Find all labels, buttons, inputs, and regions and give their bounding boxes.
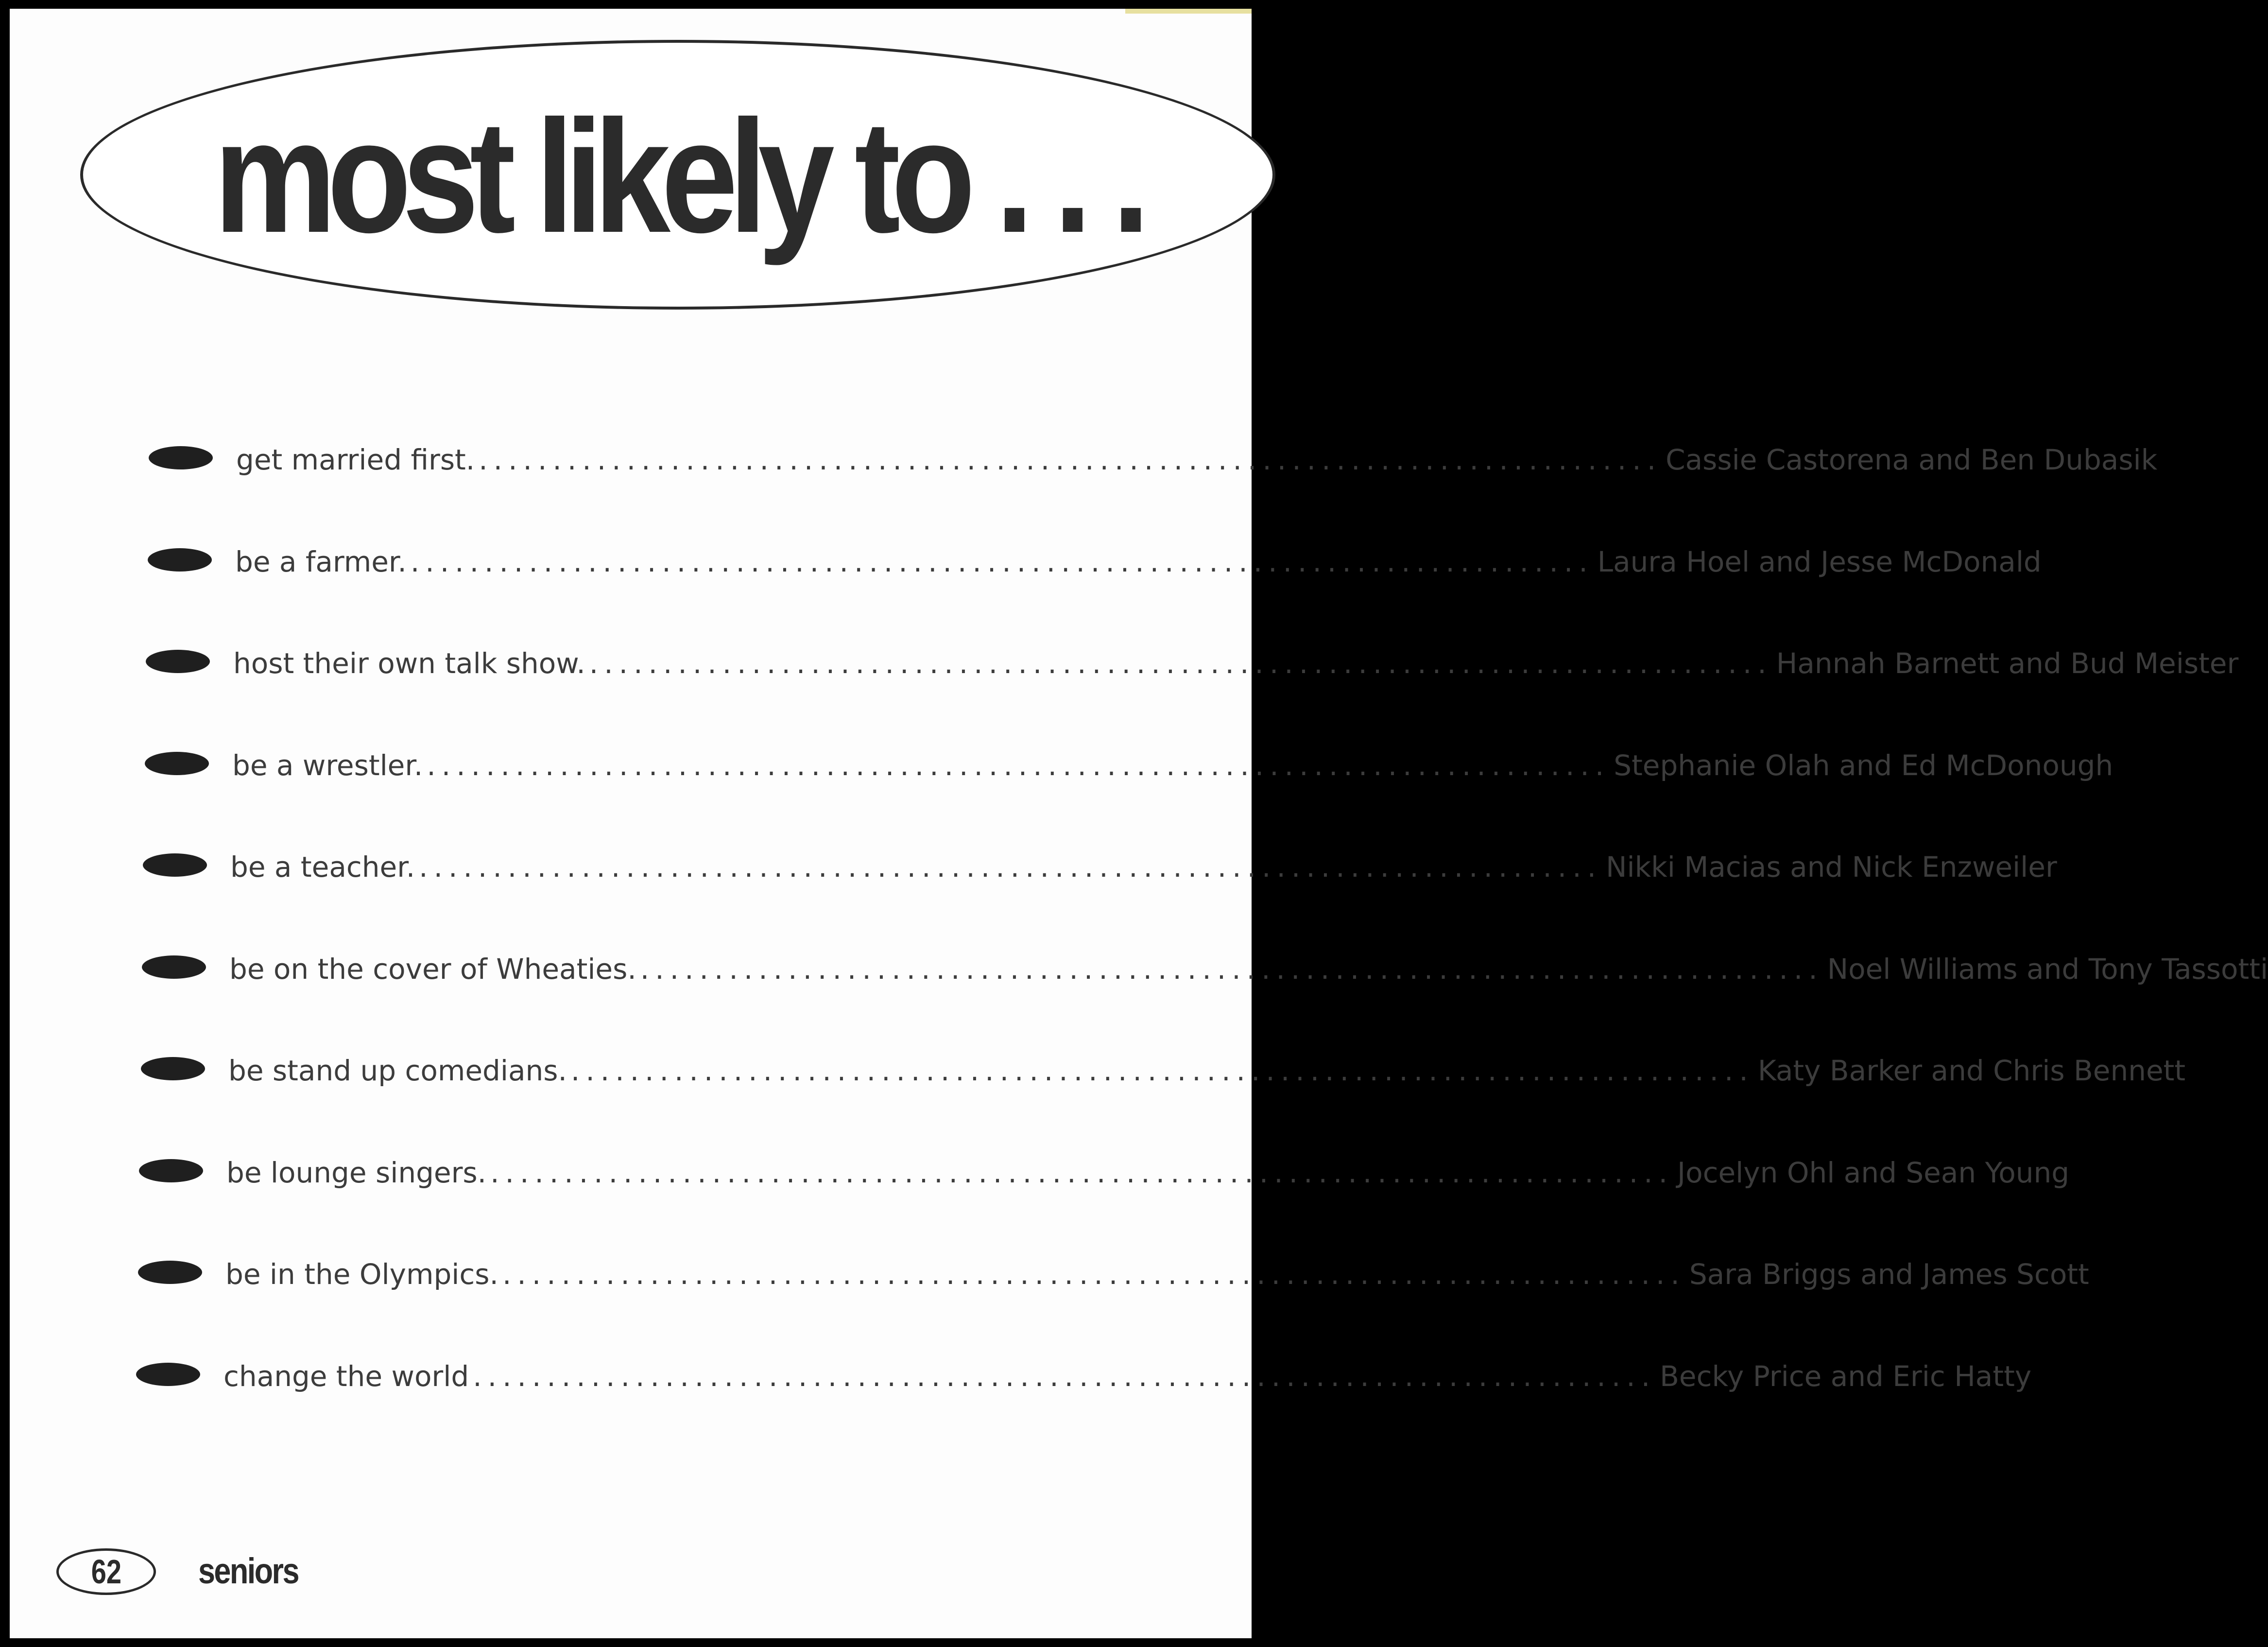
list-item-text xyxy=(230,843,2057,891)
bullet-icon xyxy=(143,853,207,877)
bullet-icon xyxy=(138,1261,202,1284)
activity-label: be on the cover of Wheaties. xyxy=(229,953,636,986)
nominee-names: Sara Briggs and James Scott xyxy=(1689,1258,2089,1291)
dot-leader: ................................................................................ xyxy=(427,749,1610,782)
list-item-text xyxy=(225,1250,2089,1299)
list-item xyxy=(10,1250,2089,1299)
activity-label: change the world xyxy=(223,1360,469,1393)
dot-leader: ................................................................................ xyxy=(410,545,1594,578)
nominee-names: Nikki Macias and Nick Enzweiler xyxy=(1606,850,2057,884)
activity-label: be a teacher. xyxy=(230,850,415,884)
bullet-icon xyxy=(136,1363,200,1386)
yearbook-page xyxy=(10,9,2268,1638)
list-item xyxy=(10,1148,2070,1197)
dot-leader: ................................................................................ xyxy=(640,953,1823,986)
list-item-text xyxy=(236,435,2158,484)
dot-leader: ................................................................................ xyxy=(570,1054,1754,1087)
dot-leader: ................................................................................ xyxy=(502,1258,1685,1291)
nominee-names: Cassie Castorena and Ben Dubasik xyxy=(1666,443,2158,476)
list-item xyxy=(10,741,2113,790)
list-item xyxy=(10,639,2239,688)
nominee-names: Noel Williams and Tony Tassotti xyxy=(1827,953,2268,986)
section-label: seniors xyxy=(198,1551,298,1591)
dot-leader: ................................................................................ xyxy=(419,850,1602,884)
nominee-names: Jocelyn Ohl and Sean Young xyxy=(1677,1156,2070,1189)
list-item-text xyxy=(232,741,2113,790)
list-item xyxy=(10,945,2268,993)
nominee-names: Stephanie Olah and Ed McDonough xyxy=(1614,749,2113,782)
list-item xyxy=(10,537,2042,586)
nominee-names: Becky Price and Eric Hatty xyxy=(1660,1360,2032,1393)
list-item-text xyxy=(226,1148,2070,1197)
list-item xyxy=(10,435,2158,484)
activity-label: be in the Olympics. xyxy=(225,1258,498,1291)
superlatives-list xyxy=(10,9,2268,1638)
dot-leader: ................................................................................ xyxy=(589,647,1772,680)
list-item-text xyxy=(228,1046,2186,1095)
dot-leader: ................................................................................ xyxy=(490,1156,1674,1189)
list-item-text xyxy=(223,1352,2032,1401)
bullet-icon xyxy=(142,955,206,979)
bullet-icon xyxy=(146,650,210,673)
list-item xyxy=(10,843,2057,891)
bullet-icon xyxy=(148,548,212,572)
activity-label: get married first. xyxy=(236,443,475,476)
bullet-icon xyxy=(139,1159,203,1182)
list-item xyxy=(10,1352,2032,1401)
nominee-names: Laura Hoel and Jesse McDonald xyxy=(1597,545,2042,578)
bullet-icon xyxy=(145,752,209,775)
list-item-text xyxy=(235,537,2042,586)
activity-label: be a farmer. xyxy=(235,545,407,578)
page-title: most likely to . . . xyxy=(214,87,1141,266)
dot-leader: ................................................................................ xyxy=(479,443,1662,476)
activity-label: be a wrestler. xyxy=(232,749,423,782)
nominee-names: Hannah Barnett and Bud Meister xyxy=(1776,647,2239,680)
activity-label: be stand up comedians. xyxy=(228,1054,567,1087)
dot-leader: ................................................................................ xyxy=(473,1360,1656,1393)
page-number-oval xyxy=(56,1548,156,1595)
nominee-names: Katy Barker and Chris Bennett xyxy=(1757,1054,2186,1087)
page-number: 62 xyxy=(91,1553,121,1591)
list-item-text xyxy=(229,945,2268,993)
list-item xyxy=(10,1046,2186,1095)
bullet-icon xyxy=(149,446,213,469)
activity-label: host their own talk show. xyxy=(233,647,585,680)
activity-label: be lounge singers. xyxy=(226,1156,487,1189)
bullet-icon xyxy=(141,1057,205,1080)
list-item-text xyxy=(233,639,2239,688)
